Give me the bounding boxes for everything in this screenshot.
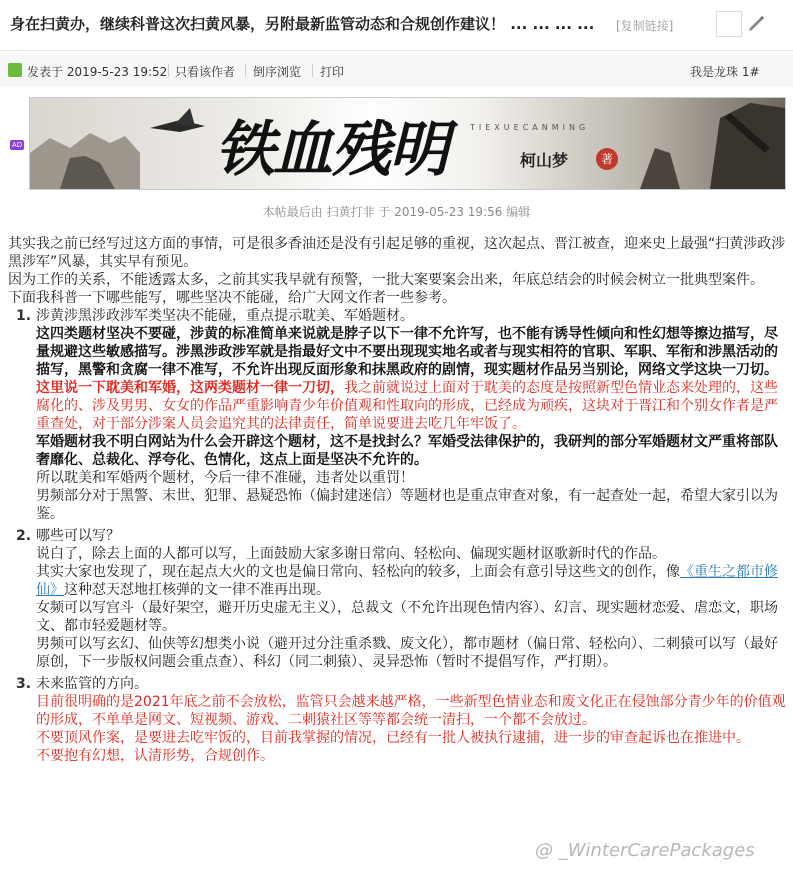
banner-title: 铁血残明 (215, 115, 447, 185)
section-paragraph: 所以耽美和军婚两个题材，今后一律不准碰，违者处以重罚！ (36, 470, 414, 486)
banner-subtitle: TIEXUECANMING (470, 123, 590, 132)
section-number: 2. (16, 528, 32, 544)
copy-link[interactable]: [复制链接] (616, 19, 674, 33)
edit-note: 本帖最后由 扫黄打非 于 2019-05-23 19:56 编辑 (262, 205, 531, 219)
floor-label: 我是龙珠 1# (690, 65, 760, 79)
text-before-link: 其实大家也发现了，现在起点大火的文也是偏日常向、轻松向的较多，上面会有意引导这些文的创作，像 (36, 564, 680, 580)
section-heading: 哪些可以写？ (36, 528, 120, 544)
intro-paragraph: 其实我之前已经写过这方面的事情，可是很多香油还是没有引起足够的重视，这次起点、晋江被查，迎来史上最强“扫黄涉政涉黑涉军”风暴，其实早有预见。 (8, 236, 786, 270)
section-paragraph: 这四类题材坚决不要碰，涉黄的标准简单来说就是脖子以下一律不允许写，也不能有诱导性倾向和性幻想等擦边描写，尽量规避这些敏感描写。涉黑涉政涉军就是指最好文中不要出现现实地名或者与现实相符的官职、军职、军衔和涉黑活动的描写，黑警和贪腐一律不准写，不允许出现反面形象和抹黑政府的剧情，现实题材作品另当别论，网络文学这块一刀切。 (36, 326, 778, 378)
banner-author: 柯山梦 (520, 151, 569, 170)
section-2 (8, 527, 788, 671)
author-seal: 著 (596, 148, 618, 170)
edit-pen-icon[interactable] (746, 14, 766, 34)
section-number: 3. (16, 676, 32, 692)
post-date: 发表于 2019-5-23 19:52 (27, 65, 168, 79)
section-heading: 涉黄涉黑涉政涉军类坚决不能碰，重点提示耽美、军婚题材。 (36, 308, 414, 324)
section-paragraph: 说白了，除去上面的人都可以写，上面鼓励大家多谢日常向、轻松向、偏现实题材讴歌新时代的作品。 (36, 546, 666, 562)
ad-badge: AD (11, 141, 23, 149)
red-bold-text: 这里说一下耽美和军婚，这两类题材一律一刀切， (36, 380, 344, 396)
intro-paragraph: 因为工作的关系，不能透露太多，之前其实我早就有预警，一批大案要案会出来，年底总结会的时候会树立一批典型案件。 (8, 272, 764, 288)
text-after-link: 这种怼天怼地扛核弹的文一律不准再出现。 (64, 582, 330, 598)
only-author-link[interactable]: 只看该作者 (175, 65, 236, 79)
section-3 (8, 675, 788, 765)
section-1 (8, 307, 788, 523)
section-paragraph: 女频可以写宫斗（最好架空，避开历史虚无主义），总裁文（不允许出现色情内容）、幻言、现实题材恋爱、虐恋文，职场文、都市轻爱题材等。 (36, 600, 778, 634)
section-heading: 未来监管的方向。 (36, 676, 148, 692)
section-paragraph-red: 不要顶风作案，是要进去吃牢饭的，目前我掌握的情况，已经有一批人被执行逮捕，进一步的审查起诉也在推进中。 (36, 730, 750, 746)
post-content (8, 235, 788, 765)
reverse-order-link[interactable]: 倒序浏览 (253, 65, 302, 79)
section-paragraph (36, 563, 788, 599)
novel-link[interactable]: 《重生之都市修仙》 (36, 564, 778, 598)
section-paragraph: 军婚题材我不明白网站为什么会开辟这个题材，这不是找封么？军婚受法律保护的，我研判的部分军婚题材文严重将部队奢靡化、总裁化、浮夸化、色情化，这点上面是坚决不允许的。 (36, 434, 778, 468)
weibo-watermark: @ _WinterCarePackages (535, 840, 755, 861)
thread-title: 身在扫黄办，继续科普这次扫黄风暴，另附最新监管动态和合规创作建议！ ... ... ... ... (10, 15, 595, 33)
book-banner[interactable] (29, 97, 786, 190)
post-meta-bar (0, 55, 793, 86)
section-number: 1. (16, 308, 32, 324)
user-online-icon (8, 63, 22, 77)
checkbox[interactable] (716, 11, 742, 37)
section-paragraph: 男频部分对于黑警、末世、犯罪、悬疑恐怖（偏封建迷信）等题材也是重点审查对象，有一起查处一起，希望大家引以为鉴。 (36, 488, 778, 522)
section-paragraph: 男频可以写玄幻、仙侠等幻想类小说（避开过分注重杀戮、废文化），都市题材（偏日常、轻松向）、二刺猿可以写（最好原创，下一步版权问题会重点查）、科幻（同二刺猿）、灵异恐怖（暂时不提倡写作，严打期）。 (36, 636, 778, 670)
section-paragraph-red: 目前很明确的是2021年底之前不会放松，监管只会越来越严格，一些新型色情业态和废文化正在侵蚀部分青少年的价值观的形成，不单单是网文、短视频、游戏、二刺猿社区等等都会统一清扫，一个都不会放过。 (36, 694, 786, 728)
intro-paragraph: 下面我科普一下哪些能写，哪些坚决不能碰，给广大网文作者一些参考。 (8, 290, 456, 306)
section-paragraph-red: 不要抱有幻想，认清形势，合规创作。 (36, 748, 274, 764)
print-link[interactable]: 打印 (320, 65, 345, 79)
section-paragraph-red (36, 379, 788, 433)
red-text: 我之前就说过上面对于耽美的态度是按照新型色情业态来处理的，这些腐化的、涉及男男、女女的作品严重影响青少年价值观和性取向的形成，已经成为顽疾，这块对于晋江和个别女作者是严重查处，对于部分涉案人员会追究其的法律责任，简单说要进去吃几年牢饭了。 (36, 380, 778, 432)
title-bar (0, 0, 793, 51)
